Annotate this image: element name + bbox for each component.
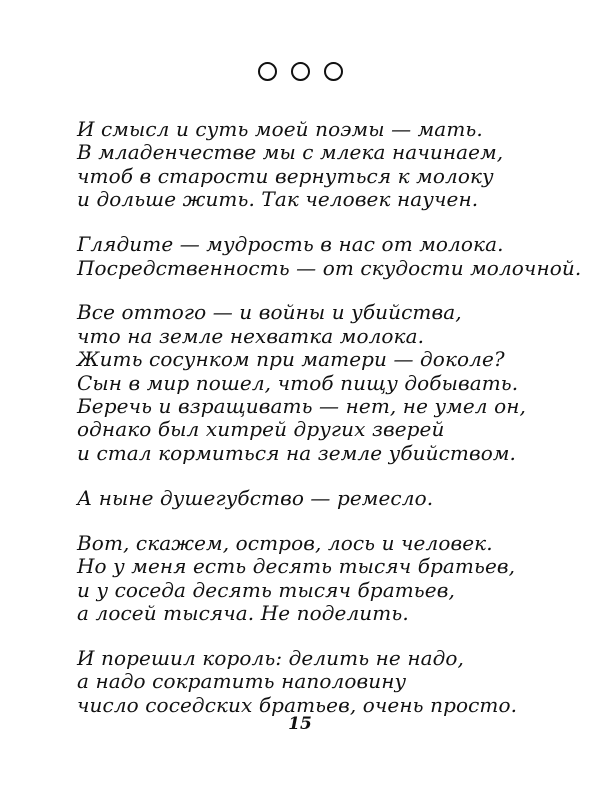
section-ornament xyxy=(0,61,600,87)
poem-line: число соседских братьев, очень просто. xyxy=(77,692,518,717)
stanza-3 xyxy=(77,301,537,465)
poem-body xyxy=(77,117,582,739)
poem-line: а надо сократить наполовину xyxy=(77,669,407,694)
poem-line: и у соседа десять тысяч братьев, xyxy=(77,577,455,602)
poem-line: и стал кормиться на земле убийством. xyxy=(77,440,516,465)
poem-line: Посредственность — от скудости молочной. xyxy=(77,255,582,280)
stanza-5 xyxy=(77,532,537,626)
poem-line: Глядите — мудрость в нас от молока. xyxy=(77,232,504,257)
stanza-2 xyxy=(77,232,582,280)
ring-icon xyxy=(258,62,277,81)
poem-line: Но у меня есть десять тысяч братьев, xyxy=(77,554,516,579)
stanza-1 xyxy=(77,118,537,212)
stanza-6 xyxy=(77,647,537,717)
poem-line: Беречь и взращивать — нет, не умел он, xyxy=(77,394,526,419)
ring-icon xyxy=(291,62,310,81)
stanza-4 xyxy=(77,487,537,510)
page-number: 15 xyxy=(288,714,312,734)
poem-line: чтоб в старости вернуться к молоку xyxy=(77,163,494,188)
poem-line: что на земле нехватка молока. xyxy=(77,323,425,348)
poem-line: однако был хитрей других зверей xyxy=(77,417,445,442)
poem-line: Сын в мир пошел, чтоб пищу добывать. xyxy=(77,370,519,395)
ring-icon xyxy=(324,62,343,81)
poem-line: и дольше жить. Так человек научен. xyxy=(77,187,479,212)
poem-line: В младенчестве мы с млека начинаем, xyxy=(77,140,504,165)
poem-line: а лосей тысяча. Не поделить. xyxy=(77,600,409,625)
poem-line: А ныне душегубство — ремесло. xyxy=(77,485,434,510)
poem-line: И смысл и суть моей поэмы — мать. xyxy=(77,117,483,141)
poem-line: Жить сосунком при матери — доколе? xyxy=(77,347,505,372)
poem-line: И порешил король: делить не надо, xyxy=(77,645,465,670)
poem-line: Вот, скажем, остров, лось и человек. xyxy=(77,530,493,555)
poem-line: Все оттого — и войны и убийства, xyxy=(77,300,462,325)
